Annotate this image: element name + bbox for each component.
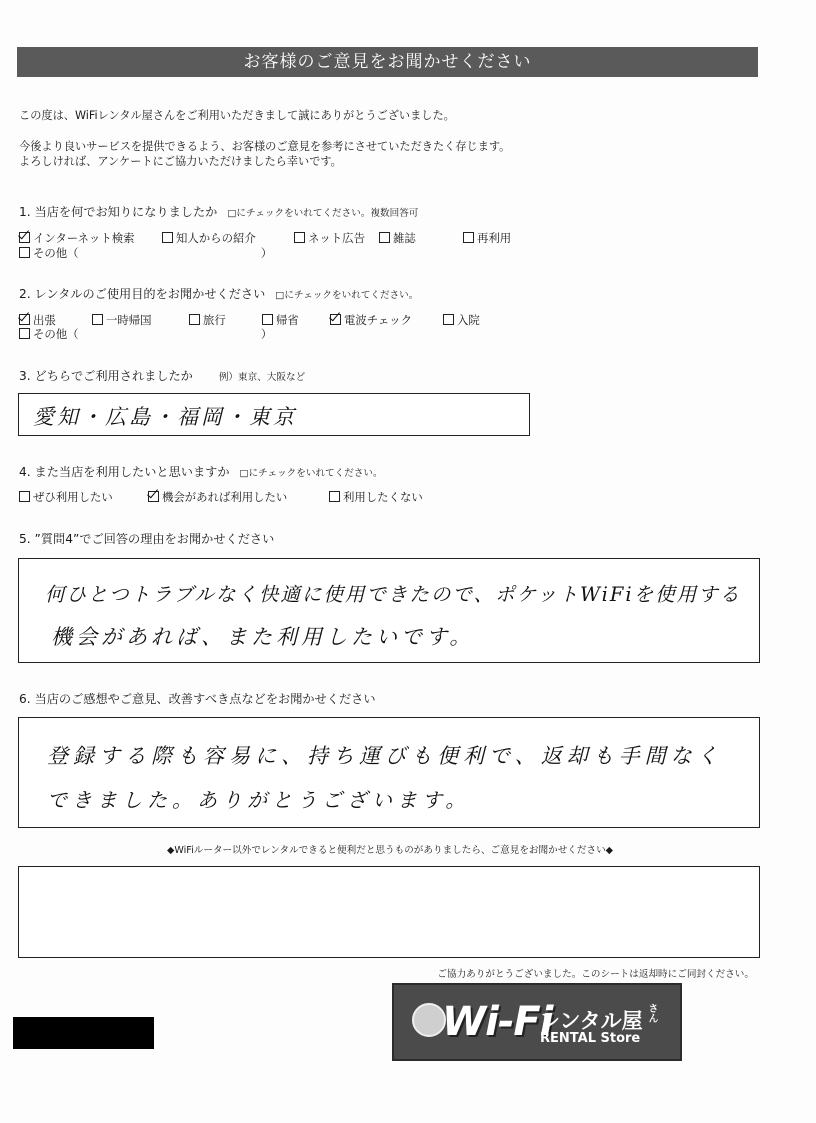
- checkbox-icon[interactable]: [162, 232, 173, 243]
- q4-title: [19, 463, 383, 480]
- q3-answer-field[interactable]: [18, 393, 530, 436]
- q1-option-net-ad[interactable]: ネット広告: [294, 230, 365, 246]
- q6-answer-field[interactable]: [18, 717, 760, 828]
- footer-note: ご協力ありがとうございました。このシートは返却時にご同封ください。: [437, 969, 754, 980]
- q2-note: □にチェックをいれてください。: [275, 290, 419, 301]
- q7-answer-field[interactable]: [18, 866, 760, 958]
- q2-option-homecoming[interactable]: 一時帰国: [92, 312, 152, 328]
- checkbox-icon[interactable]: [92, 314, 103, 325]
- q2-option-business[interactable]: 出張: [19, 312, 56, 328]
- q4-option-no[interactable]: 利用したくない: [329, 489, 423, 505]
- q3-note: 例）東京、大阪など: [218, 372, 306, 383]
- q1-note: □にチェックをいれてください。複数回答可: [227, 208, 419, 219]
- q1-title-text: 1. 当店を何でお知りになりましたか: [19, 205, 218, 219]
- q5-answer-field[interactable]: [18, 558, 760, 663]
- q6-answer-line-2: できました。ありがとうございます。: [47, 788, 471, 812]
- logo-jp-text: レンタル屋: [539, 1009, 643, 1033]
- q2-option-return-home[interactable]: 帰省: [262, 312, 299, 328]
- logo-san-text: さん: [646, 1003, 657, 1023]
- q1-option-magazine[interactable]: 雑誌: [379, 230, 416, 246]
- checkbox-icon[interactable]: [294, 232, 305, 243]
- q2-title-text: 2. レンタルのご使用目的をお聞かせください: [19, 287, 266, 301]
- q4-option-definitely[interactable]: ぜひ利用したい: [19, 489, 113, 505]
- checkbox-checked-icon[interactable]: [19, 232, 30, 243]
- intro-line-2: 今後より良いサービスを提供できるよう、お客様のご意見を参考にさせていただきたく存じます。: [19, 140, 511, 153]
- logo-wifi-text: Wi-Fi: [442, 999, 553, 1045]
- q2-option-hospital[interactable]: 入院: [443, 312, 480, 328]
- q5-answer-line-2: 機会があれば、また利用したいです。: [51, 625, 475, 649]
- checkbox-icon[interactable]: [19, 328, 30, 339]
- checkbox-icon[interactable]: [329, 491, 340, 502]
- q1-option-referral[interactable]: 知人からの紹介: [162, 230, 256, 246]
- q4-title-text: 4. また当店を利用したいと思いますか: [19, 465, 230, 479]
- q2-option-signal-check[interactable]: 電波チェック: [330, 312, 412, 328]
- checkbox-icon[interactable]: [189, 314, 200, 325]
- q2-title: [19, 285, 418, 302]
- q6-title: 6. 当店のご感想やご意見、改善すべき点などをお聞かせください: [19, 692, 376, 706]
- checkbox-checked-icon[interactable]: [330, 314, 341, 325]
- q5-answer-line-1: 何ひとつトラブルなく快適に使用できたので、ポケットWiFiを使用する: [45, 583, 742, 606]
- q2-option-travel[interactable]: 旅行: [189, 312, 226, 328]
- checkbox-icon[interactable]: [262, 314, 273, 325]
- q1-option-internet[interactable]: インターネット検索: [19, 230, 135, 246]
- q2-option-other[interactable]: その他（ ）: [19, 326, 272, 342]
- checkbox-icon[interactable]: [19, 491, 30, 502]
- q6-answer-line-1: 登録する際も容易に、持ち運びも便利で、返却も手間なく: [47, 744, 723, 768]
- brand-logo: [392, 983, 682, 1061]
- q4-option-if-chance[interactable]: 機会があれば利用したい: [148, 489, 287, 505]
- page-title: お客様のご意見をお聞かせください: [17, 47, 758, 77]
- logo-en-text: RENTAL Store: [540, 1031, 641, 1046]
- checkbox-checked-icon[interactable]: [148, 491, 159, 502]
- redaction-block: [13, 1017, 154, 1049]
- checkbox-icon[interactable]: [19, 247, 30, 258]
- intro-line-3: よろしければ、アンケートにご協力いただけましたら幸いです。: [19, 155, 342, 168]
- q1-option-other[interactable]: その他（ ）: [19, 245, 272, 261]
- checkbox-checked-icon[interactable]: [19, 314, 30, 325]
- checkbox-icon[interactable]: [463, 232, 474, 243]
- q3-title-text: 3. どちらでご利用されましたか: [19, 369, 193, 383]
- q4-note: □にチェックをいれてください。: [239, 468, 383, 479]
- intro-line-1: この度は、WiFiレンタル屋さんをご利用いただきまして誠にありがとうございました。: [19, 109, 455, 122]
- crown-mascot-icon: [412, 1003, 446, 1037]
- q5-title: 5. ”質問4”でご回答の理由をお聞かせください: [19, 532, 275, 546]
- q1-title: [19, 203, 418, 220]
- q3-title: [19, 367, 305, 384]
- q3-answer-text: 愛知・広島・福岡・東京: [33, 405, 297, 429]
- q7-title: ◆WiFiルーター以外でレンタルできると便利だと思うものがありましたら、ご意見をお聞かせください◆: [166, 845, 614, 856]
- q1-option-reuse[interactable]: 再利用: [463, 230, 511, 246]
- checkbox-icon[interactable]: [379, 232, 390, 243]
- checkbox-icon[interactable]: [443, 314, 454, 325]
